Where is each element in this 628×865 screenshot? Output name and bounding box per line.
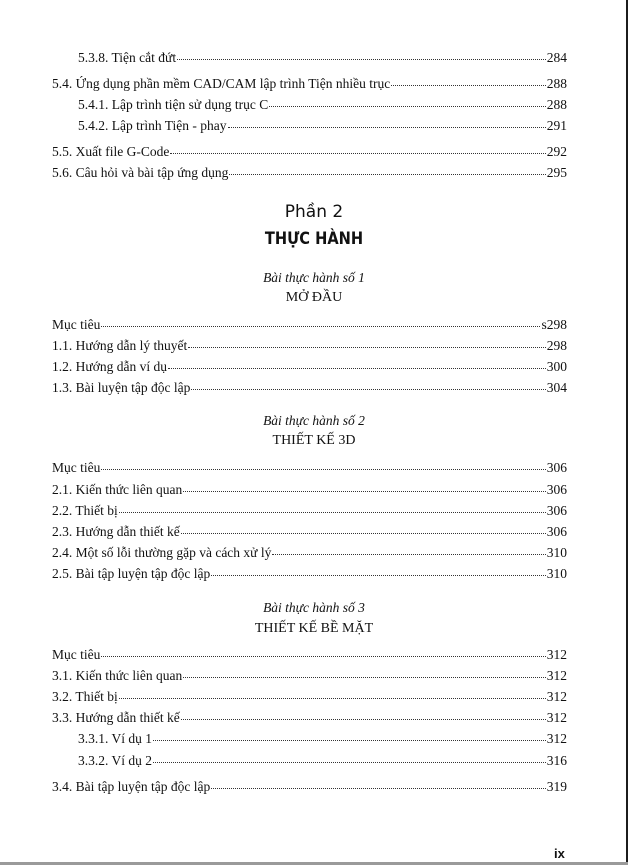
toc-entry-label: Mục tiêu bbox=[52, 460, 101, 475]
toc-leader bbox=[229, 173, 545, 175]
toc-leader bbox=[228, 126, 546, 128]
toc-entry-label: 1.2. Hướng dẫn ví dụ bbox=[52, 359, 167, 374]
toc-entry-label: 1.1. Hướng dẫn lý thuyết bbox=[52, 338, 188, 353]
toc-entry[interactable] bbox=[52, 647, 567, 663]
toc-entry[interactable] bbox=[52, 144, 567, 160]
toc-entry-page: 304 bbox=[546, 380, 567, 395]
toc-entry-page: 292 bbox=[546, 144, 567, 159]
part-title: THỰC HÀNH bbox=[264, 229, 364, 249]
toc-entry-page: 295 bbox=[546, 165, 567, 180]
toc-leader bbox=[183, 490, 545, 492]
toc-entry[interactable] bbox=[78, 731, 567, 747]
toc-entry-label: 3.4. Bài tập luyện tập độc lập bbox=[52, 779, 211, 794]
toc-entry[interactable] bbox=[52, 317, 567, 333]
lesson-label: Bài thực hành số 3 bbox=[263, 600, 365, 615]
toc-entry-page: 306 bbox=[546, 482, 567, 497]
toc-leader bbox=[101, 468, 545, 470]
toc-entry-page: 312 bbox=[546, 731, 567, 746]
toc-leader bbox=[153, 761, 546, 763]
lesson-title: THIẾT KẾ 3D bbox=[272, 433, 356, 448]
toc-leader bbox=[153, 739, 546, 741]
toc-entry[interactable] bbox=[52, 503, 567, 519]
lesson-title: THIẾT KẾ BỀ MẶT bbox=[254, 621, 374, 636]
toc-leader bbox=[183, 676, 545, 678]
lesson-label: Bài thực hành số 2 bbox=[263, 413, 365, 428]
toc-leader bbox=[272, 553, 545, 555]
toc-entry[interactable] bbox=[78, 118, 567, 134]
toc-entry[interactable] bbox=[52, 482, 567, 498]
toc-entry-page: 298 bbox=[546, 338, 567, 353]
toc-leader bbox=[101, 655, 545, 657]
toc-entry-page: 312 bbox=[546, 647, 567, 662]
toc-entry[interactable] bbox=[78, 50, 567, 66]
toc-entry[interactable] bbox=[52, 338, 567, 354]
toc-entry-label: 3.1. Kiến thức liên quan bbox=[52, 668, 183, 683]
toc-entry-label: 2.1. Kiến thức liên quan bbox=[52, 482, 183, 497]
toc-entry-page: 312 bbox=[546, 689, 567, 704]
toc-leader bbox=[269, 105, 545, 107]
toc-entry[interactable] bbox=[52, 668, 567, 684]
toc-leader bbox=[119, 697, 546, 699]
toc-entry-label: 5.4.2. Lập trình Tiện - phay bbox=[78, 118, 227, 133]
toc-entry[interactable] bbox=[52, 460, 567, 476]
toc-entry-page: 288 bbox=[546, 76, 567, 91]
toc-entry-label: 5.4.1. Lập trình tiện sử dụng trục C bbox=[78, 97, 269, 112]
toc-leader bbox=[101, 325, 540, 327]
toc-leader bbox=[170, 152, 545, 154]
toc-leader bbox=[191, 388, 545, 390]
toc-entry-label: Mục tiêu bbox=[52, 317, 101, 332]
toc-entry[interactable] bbox=[78, 753, 567, 769]
toc-entry-page: 306 bbox=[546, 503, 567, 518]
toc-entry[interactable] bbox=[78, 97, 567, 113]
toc-entry-label: 2.3. Hướng dẫn thiết kế bbox=[52, 524, 180, 539]
toc-entry-label: 5.5. Xuất file G-Code bbox=[52, 144, 170, 159]
toc-entry-label: 1.3. Bài luyện tập độc lập bbox=[52, 380, 191, 395]
toc-entry-page: 306 bbox=[546, 524, 567, 539]
toc-leader bbox=[391, 84, 546, 86]
toc-entry-label: Mục tiêu bbox=[52, 647, 101, 662]
toc-leader bbox=[188, 346, 546, 348]
toc-leader bbox=[181, 718, 546, 720]
lesson-label: Bài thực hành số 1 bbox=[263, 270, 365, 285]
toc-leader bbox=[181, 532, 546, 534]
toc-entry-page: 316 bbox=[546, 753, 567, 768]
toc-leader bbox=[119, 511, 546, 513]
page-number: ix bbox=[554, 846, 565, 861]
toc-entry-page: 306 bbox=[546, 460, 567, 475]
toc-entry-label: 2.4. Một số lỗi thường gặp và cách xử lý bbox=[52, 545, 272, 560]
toc-entry-page: s298 bbox=[541, 317, 567, 332]
toc-entry-page: 312 bbox=[546, 668, 567, 683]
toc-entry[interactable] bbox=[52, 710, 567, 726]
toc-entry-page: 312 bbox=[546, 710, 567, 725]
toc-entry-page: 291 bbox=[546, 118, 567, 133]
toc-entry[interactable] bbox=[52, 566, 567, 582]
toc-entry-label: 3.3.2. Ví dụ 2 bbox=[78, 753, 153, 768]
toc-entry[interactable] bbox=[52, 165, 567, 181]
toc-leader bbox=[211, 574, 546, 576]
toc-leader bbox=[211, 787, 546, 789]
toc-entry[interactable] bbox=[52, 524, 567, 540]
toc-entry[interactable] bbox=[52, 359, 567, 375]
toc-entry-page: 310 bbox=[546, 545, 567, 560]
toc-entry[interactable] bbox=[52, 779, 567, 795]
toc-entry-label: 3.2. Thiết bị bbox=[52, 689, 118, 704]
toc-entry[interactable] bbox=[52, 689, 567, 705]
part-label: Phần 2 bbox=[284, 202, 344, 222]
toc-leader bbox=[168, 367, 546, 369]
toc-entry-page: 288 bbox=[546, 97, 567, 112]
toc-leader bbox=[177, 58, 546, 60]
toc-entry[interactable] bbox=[52, 380, 567, 396]
toc-entry-page: 284 bbox=[546, 50, 567, 65]
toc-entry-label: 5.6. Câu hỏi và bài tập ứng dụng bbox=[52, 165, 229, 180]
lesson-title: MỞ ĐẦU bbox=[285, 290, 343, 305]
toc-entry[interactable] bbox=[52, 545, 567, 561]
toc-entry[interactable] bbox=[52, 76, 567, 92]
toc-entry-page: 310 bbox=[546, 566, 567, 581]
toc-entry-label: 2.5. Bài tập luyện tập độc lập bbox=[52, 566, 211, 581]
toc-entry-page: 319 bbox=[546, 779, 567, 794]
toc-entry-label: 5.3.8. Tiện cắt đứt bbox=[78, 50, 177, 65]
toc-entry-page: 300 bbox=[546, 359, 567, 374]
toc-entry-label: 3.3.1. Ví dụ 1 bbox=[78, 731, 153, 746]
toc-entry-label: 3.3. Hướng dẫn thiết kế bbox=[52, 710, 180, 725]
toc-entry-label: 2.2. Thiết bị bbox=[52, 503, 118, 518]
toc-entry-label: 5.4. Ứng dụng phần mềm CAD/CAM lập trình Tiện nhiều trục bbox=[52, 76, 391, 91]
